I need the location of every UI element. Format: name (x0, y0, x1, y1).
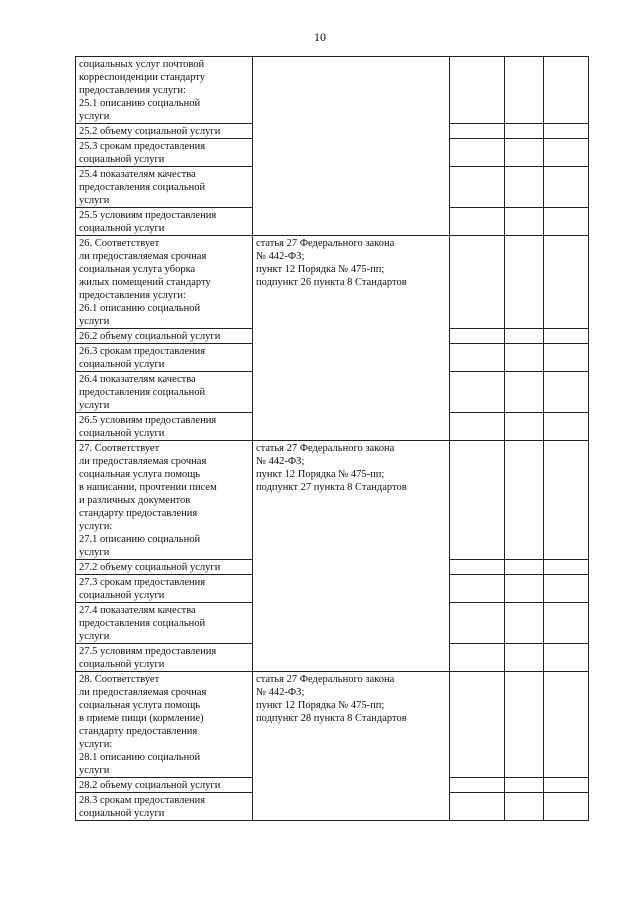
legal-basis-cell (253, 236, 450, 441)
legal-basis-line: № 442-ФЗ; (256, 456, 305, 467)
question-text-line: в написании, прочтении писем (79, 482, 217, 493)
question-text-line: 26.2 объему социальной услуги (79, 331, 221, 342)
answer-cell[interactable] (505, 372, 544, 413)
legal-basis-line: пункт 12 Порядка № 475-пп; (256, 700, 385, 711)
answer-cell[interactable] (544, 575, 589, 603)
question-text-line: услуги (79, 547, 110, 558)
question-text-line: ли предоставляемая срочная (79, 687, 207, 698)
answer-cell[interactable] (544, 167, 589, 208)
answer-cell[interactable] (505, 167, 544, 208)
question-text-line: 26.5 условиям предоставления (79, 415, 217, 426)
answer-cell[interactable] (450, 793, 505, 821)
question-cell (76, 124, 253, 139)
question-text-line: социальной услуги (79, 154, 165, 165)
table-row (76, 236, 589, 329)
answer-cell[interactable] (505, 329, 544, 344)
question-text-line: услуги: (79, 521, 113, 532)
question-text-line: 28. Соответствует (79, 674, 160, 685)
question-cell (76, 793, 253, 821)
question-text-line: 25.1 описанию социальной (79, 98, 201, 109)
question-cell (76, 603, 253, 644)
question-text-line: социальная услуга помощь (79, 700, 201, 711)
question-text-line: 26. Соответствует (79, 238, 160, 249)
question-text-line: ли предоставляемая срочная (79, 251, 207, 262)
table-row (76, 672, 589, 778)
question-text-line: социальной услуги (79, 428, 165, 439)
answer-cell[interactable] (450, 603, 505, 644)
question-cell (76, 139, 253, 167)
question-text-line: социальной услуги (79, 359, 165, 370)
question-text-line: 27.4 показателям качества (79, 605, 196, 616)
answer-cell[interactable] (505, 560, 544, 575)
question-text-line: социальная услуга помощь (79, 469, 201, 480)
answer-cell[interactable] (450, 344, 505, 372)
question-text-line: предоставления услуги: (79, 290, 186, 301)
question-text-line: ли предоставляемая срочная (79, 456, 207, 467)
legal-basis-line: № 442-ФЗ; (256, 251, 305, 262)
question-text-line: 27.2 объему социальной услуги (79, 562, 221, 573)
answer-cell[interactable] (450, 672, 505, 778)
answer-cell[interactable] (450, 139, 505, 167)
answer-cell[interactable] (505, 793, 544, 821)
legal-basis-cell (253, 441, 450, 672)
question-text-line: 27. Соответствует (79, 443, 160, 454)
legal-basis-cell (253, 672, 450, 821)
answer-cell[interactable] (505, 208, 544, 236)
legal-basis-line: статья 27 Федерального закона (256, 674, 395, 685)
question-text-line: социальных услуг почтовой (79, 59, 205, 70)
question-text-line: 26.3 срокам предоставления (79, 346, 206, 357)
answer-cell[interactable] (544, 644, 589, 672)
question-text-line: социальной услуги (79, 808, 165, 819)
question-cell (76, 778, 253, 793)
question-text-line: корреспонденции стандарту (79, 72, 205, 83)
question-text-line: социальной услуги (79, 590, 165, 601)
question-cell (76, 560, 253, 575)
question-cell (76, 57, 253, 124)
question-text-line: услуги (79, 316, 110, 327)
legal-basis-cell (253, 57, 450, 236)
question-text-line: стандарту предоставления (79, 726, 198, 737)
answer-cell[interactable] (544, 778, 589, 793)
answer-cell[interactable] (544, 441, 589, 560)
question-cell (76, 575, 253, 603)
answer-cell[interactable] (544, 124, 589, 139)
answer-cell[interactable] (544, 208, 589, 236)
legal-basis-line: пункт 12 Порядка № 475-пп; (256, 469, 385, 480)
answer-cell[interactable] (450, 236, 505, 329)
answer-cell[interactable] (450, 372, 505, 413)
question-text-line: 26.4 показателям качества (79, 374, 196, 385)
answer-cell[interactable] (505, 441, 544, 560)
question-text-line: 27.3 срокам предоставления (79, 577, 206, 588)
question-text-line: 25.5 условиям предоставления (79, 210, 217, 221)
answer-cell[interactable] (505, 672, 544, 778)
legal-basis-line: подпункт 27 пункта 8 Стандартов (256, 482, 407, 493)
question-text-line: 27.1 описанию социальной (79, 534, 201, 545)
legal-basis-line: подпункт 26 пункта 8 Стандартов (256, 277, 407, 288)
question-text-line: 25.3 срокам предоставления (79, 141, 206, 152)
question-text-line: предоставления услуги: (79, 85, 186, 96)
question-text-line: социальной услуги (79, 223, 165, 234)
answer-cell[interactable] (450, 329, 505, 344)
question-text-line: и различных документов (79, 495, 191, 506)
question-text-line: жилых помещений стандарту (79, 277, 211, 288)
answer-cell[interactable] (505, 236, 544, 329)
answer-cell[interactable] (450, 778, 505, 793)
answer-cell[interactable] (505, 644, 544, 672)
answer-cell[interactable] (505, 124, 544, 139)
question-cell (76, 413, 253, 441)
question-text-line: предоставления социальной (79, 387, 206, 398)
answer-cell[interactable] (505, 139, 544, 167)
question-cell (76, 672, 253, 778)
answer-cell[interactable] (450, 167, 505, 208)
question-text-line: услуги (79, 631, 110, 642)
answer-cell[interactable] (450, 124, 505, 139)
legal-basis-line: пункт 12 Порядка № 475-пп; (256, 264, 385, 275)
answer-cell[interactable] (544, 236, 589, 329)
question-cell (76, 329, 253, 344)
legal-basis-line: подпункт 28 пункта 8 Стандартов (256, 713, 407, 724)
answer-cell[interactable] (450, 208, 505, 236)
question-text-line: стандарту предоставления (79, 508, 198, 519)
question-cell (76, 644, 253, 672)
answer-cell[interactable] (505, 575, 544, 603)
question-text-line: 26.1 описанию социальной (79, 303, 201, 314)
question-cell (76, 344, 253, 372)
legal-basis-line: № 442-ФЗ; (256, 687, 305, 698)
question-cell (76, 208, 253, 236)
question-text-line: 27.5 условиям предоставления (79, 646, 217, 657)
checklist-table (75, 56, 589, 821)
question-text-line: услуги (79, 400, 110, 411)
question-text-line: услуги (79, 765, 110, 776)
table-row (76, 441, 589, 560)
question-cell (76, 167, 253, 208)
question-text-line: социальная услуга уборка (79, 264, 196, 275)
question-text-line: социальной услуги (79, 659, 165, 670)
question-text-line: услуги (79, 195, 110, 206)
answer-cell[interactable] (450, 441, 505, 560)
question-text-line: 25.4 показателям качества (79, 169, 196, 180)
checklist-table-container (75, 56, 563, 821)
question-text-line: 28.1 описанию социальной (79, 752, 201, 763)
question-text-line: услуги (79, 111, 110, 122)
question-text-line: услуги: (79, 739, 113, 750)
question-cell (76, 372, 253, 413)
answer-cell[interactable] (450, 644, 505, 672)
legal-basis-line: статья 27 Федерального закона (256, 443, 395, 454)
question-text-line: 28.3 срокам предоставления (79, 795, 206, 806)
answer-cell[interactable] (544, 372, 589, 413)
table-row (76, 57, 589, 124)
legal-basis-line: статья 27 Федерального закона (256, 238, 395, 249)
answer-cell[interactable] (544, 672, 589, 778)
question-text-line: предоставления социальной (79, 182, 206, 193)
question-text-line: предоставления социальной (79, 618, 206, 629)
answer-cell[interactable] (505, 57, 544, 124)
checklist-table-body (76, 57, 589, 821)
question-text-line: 28.2 объему социальной услуги (79, 780, 221, 791)
answer-cell[interactable] (450, 575, 505, 603)
question-text-line: 25.2 объему социальной услуги (79, 126, 221, 137)
answer-cell[interactable] (544, 560, 589, 575)
answer-cell[interactable] (505, 344, 544, 372)
answer-cell[interactable] (505, 778, 544, 793)
answer-cell[interactable] (544, 139, 589, 167)
answer-cell[interactable] (450, 560, 505, 575)
answer-cell[interactable] (544, 603, 589, 644)
answer-cell[interactable] (544, 793, 589, 821)
page-number: 10 (314, 30, 326, 44)
answer-cell[interactable] (544, 329, 589, 344)
answer-cell[interactable] (450, 57, 505, 124)
answer-cell[interactable] (505, 413, 544, 441)
answer-cell[interactable] (544, 57, 589, 124)
question-cell (76, 441, 253, 560)
answer-cell[interactable] (505, 603, 544, 644)
question-text-line: в приеме пищи (кормление) (79, 713, 204, 724)
answer-cell[interactable] (450, 413, 505, 441)
answer-cell[interactable] (544, 344, 589, 372)
answer-cell[interactable] (544, 413, 589, 441)
question-cell (76, 236, 253, 329)
